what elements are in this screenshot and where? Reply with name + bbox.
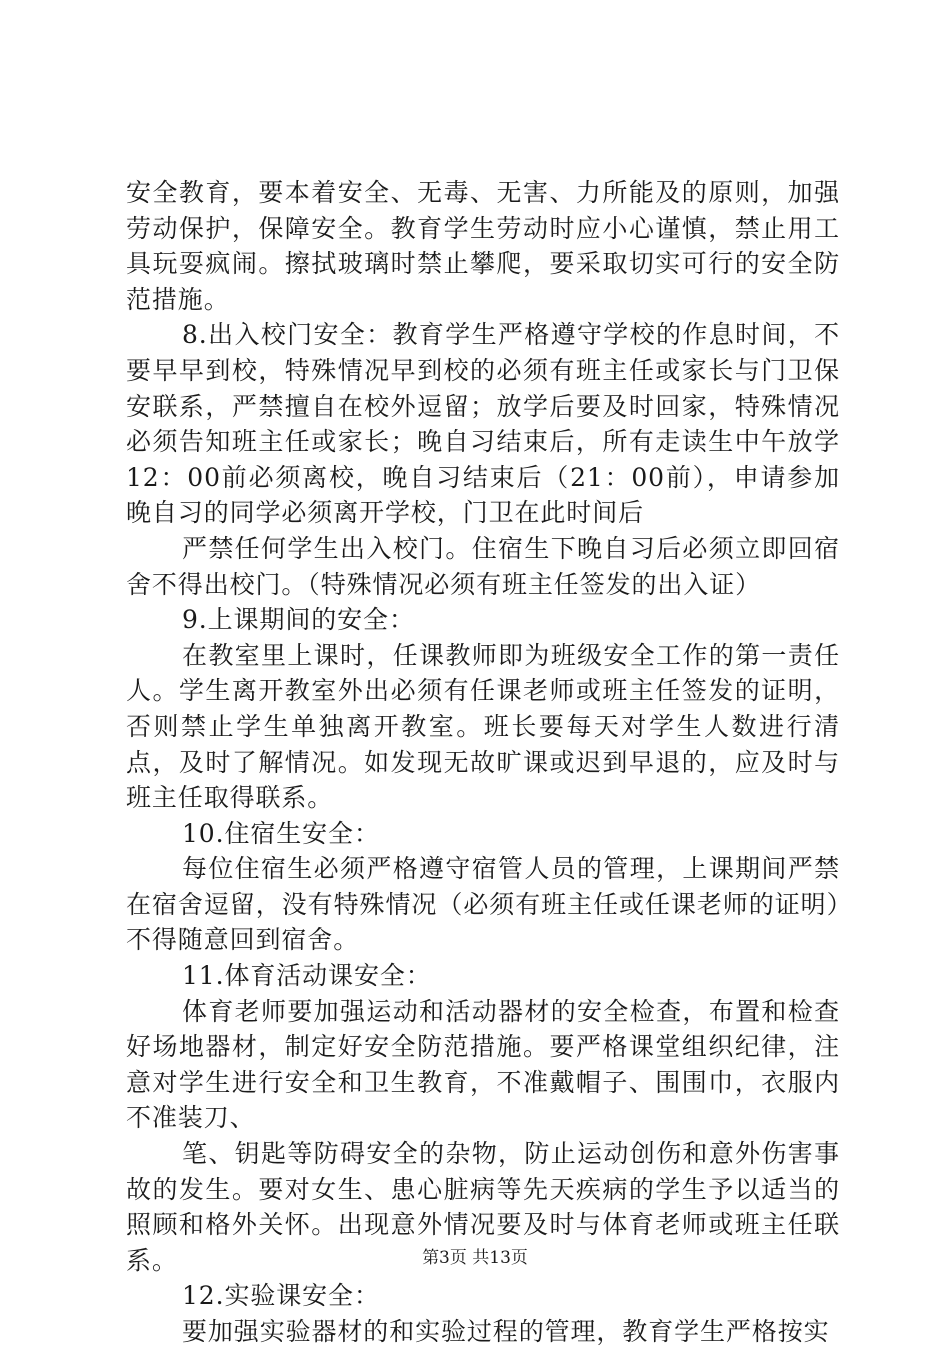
section-heading-lab-safety: 12.实验课安全： <box>182 1281 380 1311</box>
paragraph-boarding-safety: 每位住宿生必须严格遵守宿管人员的管理，上课期间严禁在宿舍逗留，没有特殊情况（必须有班主任或任课老师的证明）不得随意回到宿舍。 <box>126 854 840 955</box>
paragraph-labor-safety: 安全教育，要本着安全、无毒、无害、力所能及的原则，加强劳动保护，保障安全。教育学生劳动时应小心谨慎，禁止用工具玩耍疯闹。擦拭玻璃时禁止攀爬，要采取切实可行的安全防范措施。 <box>126 178 840 314</box>
section-heading-pe-safety: 11.体育活动课安全： <box>182 961 432 991</box>
paragraph-pe-safety: 体育老师要加强运动和活动器材的安全检查，布置和检查好场地器材，制定好安全防范措施。要严格课堂组织纪律，注意对学生进行安全和卫生教育，不准戴帽子、围围巾，衣服内不准装刀、 <box>126 996 840 1133</box>
paragraph-lab-safety: 要加强实验器材的和实验过程的管理，教育学生严格按实 <box>182 1317 830 1346</box>
paragraph-class-safety: 在教室里上课时，任课教师即为班级安全工作的第一责任人。学生离开教室外出必须有任课老师或班主任签发的证明，否则禁止学生单独离开教室。班长要每天对学生人数进行清点，及时了解情况。如发现无故旷课或迟到早退的，应及时与班主任取得联系。 <box>126 640 840 813</box>
paragraph-school-gate-safety: 8.出入校门安全：教育学生严格遵守学校的作息时间，不要早早到校，特殊情况早到校的必须有班主任或家长与门卫保安联系，严禁擅自在校外逗留；放学后要及时回家，特殊情况必须告知班主任或家长；晚自习结束后，所有走读生中午放学12：00前必须离校，晚自习结束后（21：00前），申请参加晚自习的同学必须离开学校，门卫在此时间后 <box>126 320 840 528</box>
section-heading-boarding-safety: 10.住宿生安全： <box>182 818 380 848</box>
paragraph-gate-rules: 严禁任何学生出入校门。住宿生下晚自习后必须立即回宿舍不得出校门。（特殊情况必须有班主任签发的出入证） <box>126 533 840 599</box>
document-body <box>126 175 840 1350</box>
section-heading-class-safety: 9.上课期间的安全： <box>182 605 415 635</box>
paragraph-pe-safety-continued: 笔、钥匙等防碍安全的杂物，防止运动创伤和意外伤害事故的发生。要对女生、患心脏病等先天疾病的学生予以适当的照顾和格外关怀。出现意外情况要及时与体育老师或班主任联系。 <box>126 1139 840 1275</box>
page-number-footer: 第3页 共13页 <box>422 1248 528 1268</box>
